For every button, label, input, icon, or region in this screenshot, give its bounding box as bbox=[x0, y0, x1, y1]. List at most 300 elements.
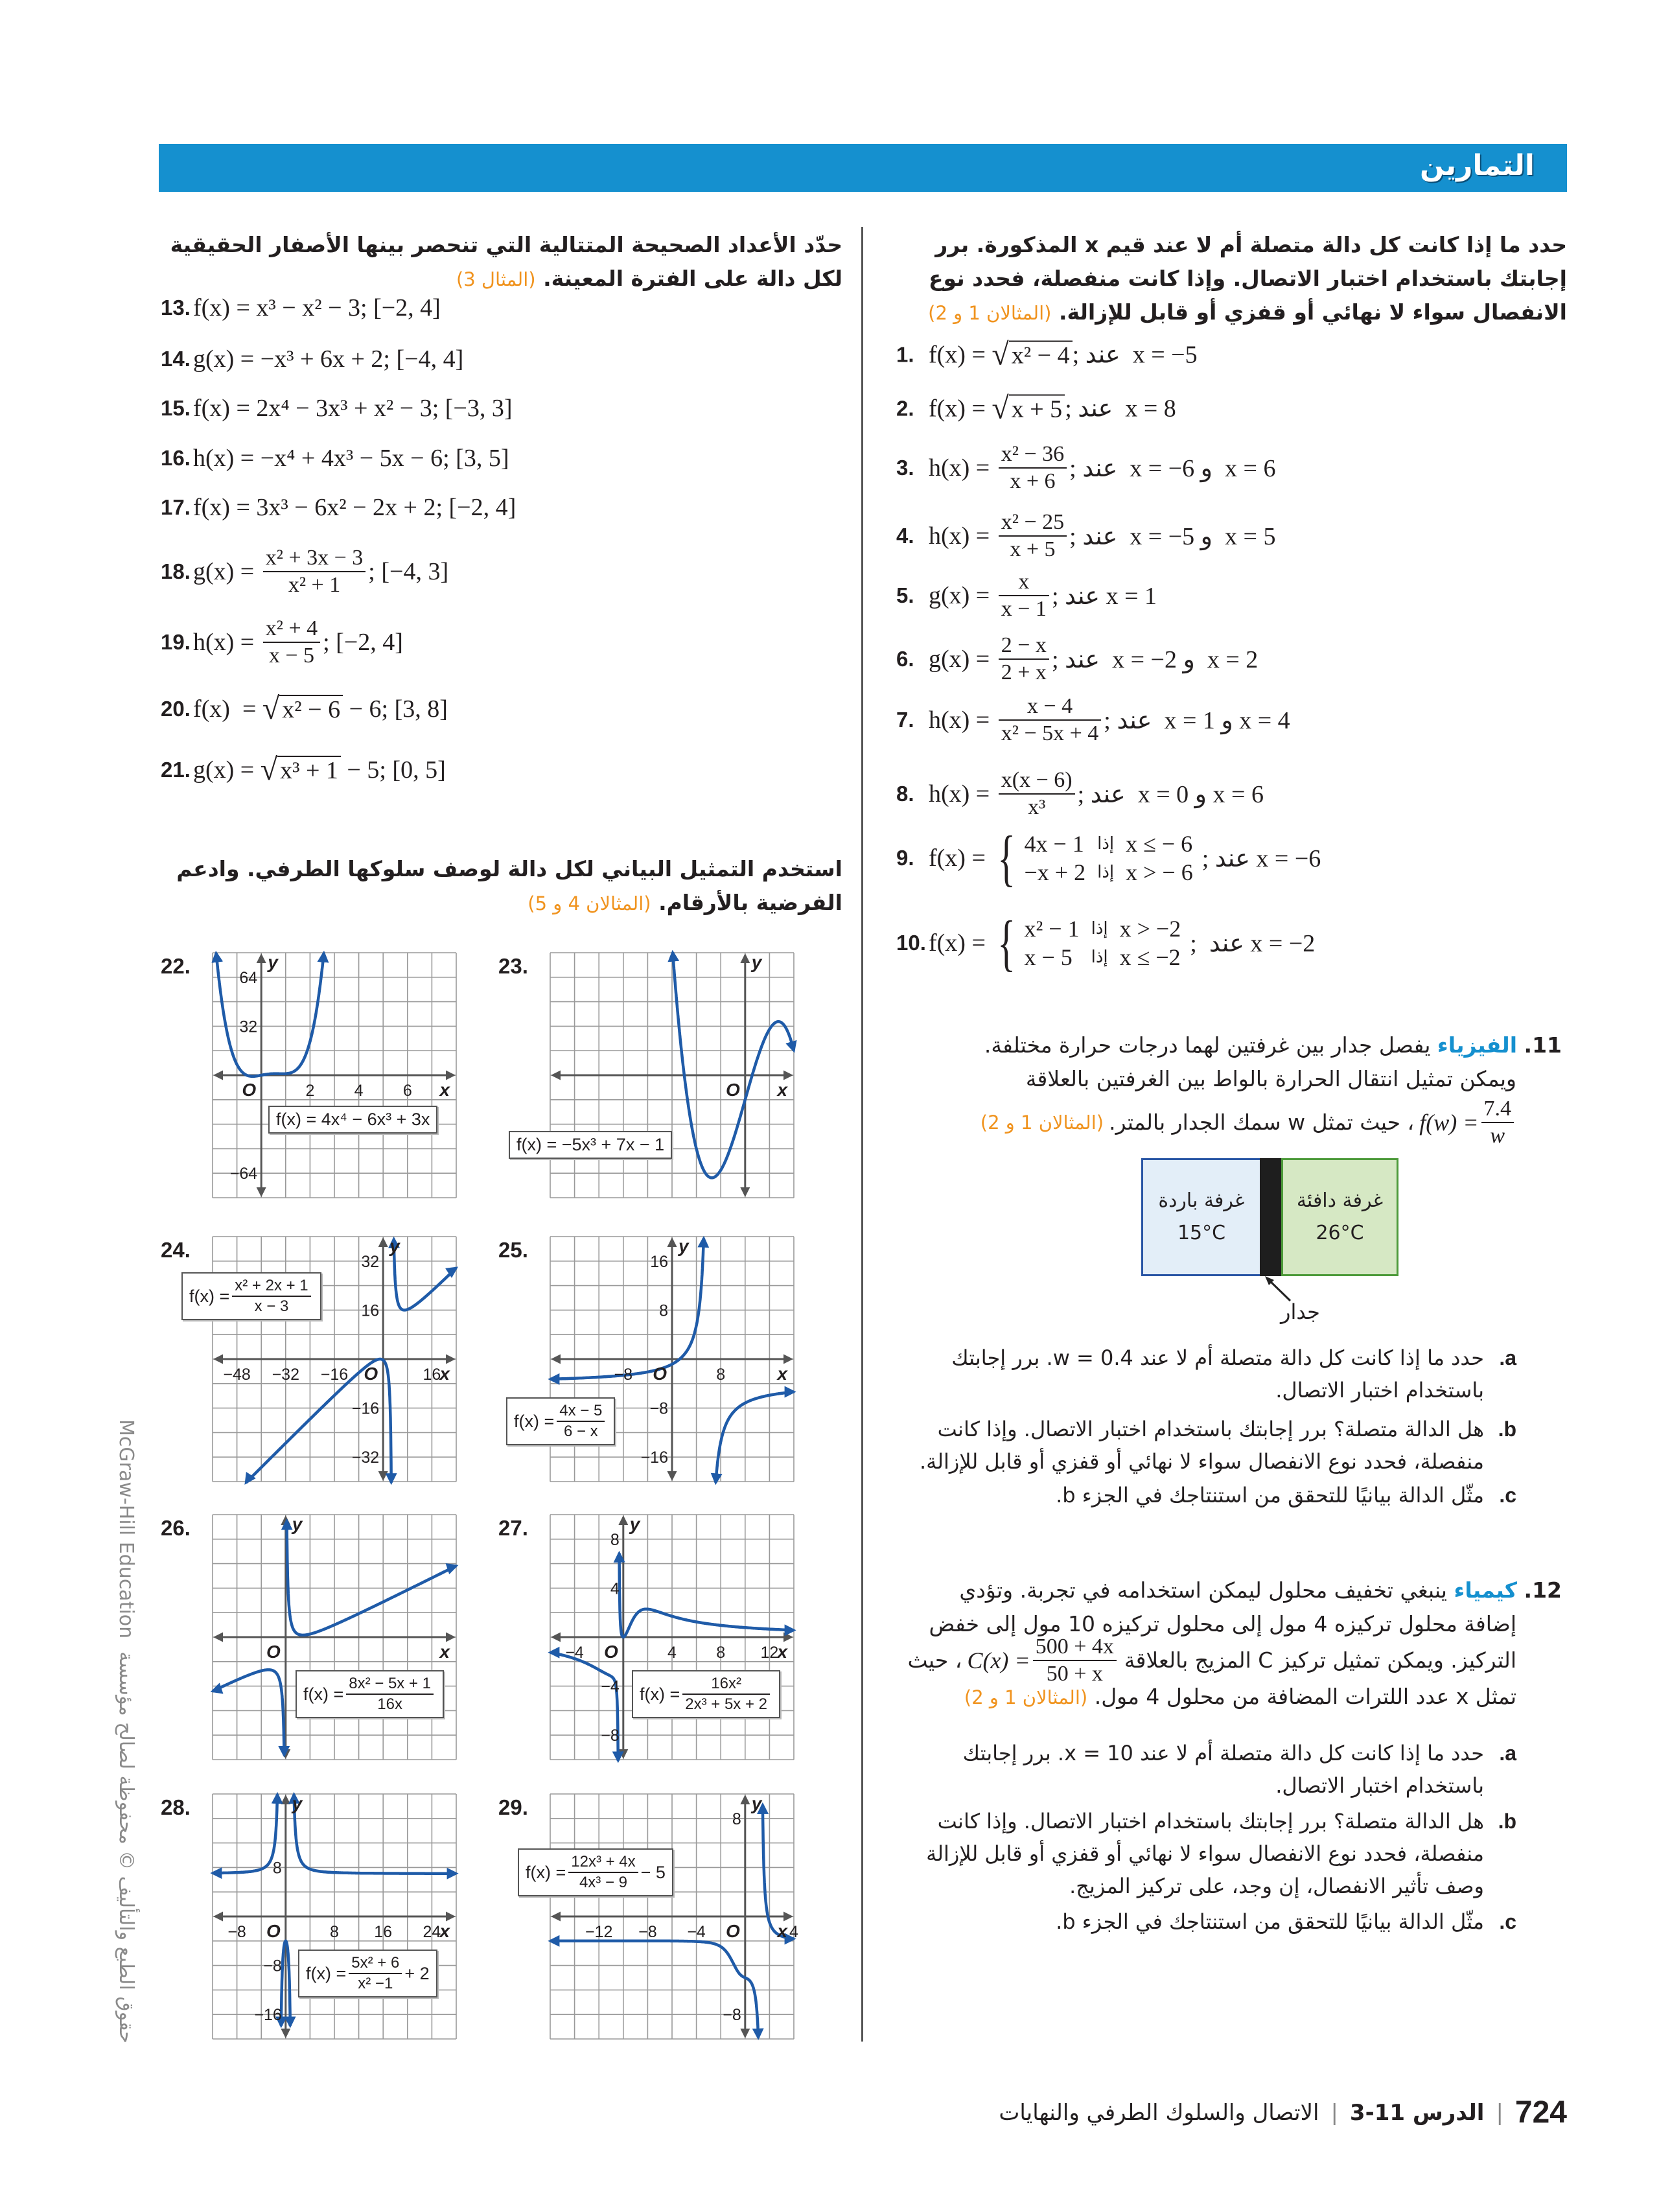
x-axis-label: x bbox=[777, 1080, 787, 1100]
warm-room-label: غرفة دافئة bbox=[1296, 1189, 1384, 1212]
graph-number: 25. bbox=[498, 1238, 528, 1262]
cold-room bbox=[1141, 1158, 1262, 1276]
function-callout bbox=[632, 1670, 780, 1718]
radicand: x² − 4 bbox=[1009, 340, 1073, 369]
formula-denominator: w bbox=[1490, 1124, 1505, 1148]
denominator: 2x³ + 5x + 2 bbox=[685, 1695, 768, 1713]
x-tick-label: −16 bbox=[320, 1366, 349, 1384]
numerator: x(x − 6) bbox=[999, 767, 1075, 795]
exercise-number: 18. bbox=[161, 559, 191, 583]
function-curve bbox=[673, 952, 794, 1178]
piecewise-cases bbox=[992, 908, 1190, 977]
case-if: إذا bbox=[1097, 863, 1115, 882]
math-text: h(x) = bbox=[193, 629, 261, 656]
y-tick-label: 8 bbox=[659, 1301, 668, 1320]
graph-canvas bbox=[213, 1794, 456, 2039]
formula-numerator: 7.4 bbox=[1481, 1096, 1514, 1123]
graph-canvas bbox=[550, 1515, 794, 1760]
exercise-number: 17. bbox=[161, 495, 191, 519]
x-tick-label: 8 bbox=[716, 1644, 726, 1662]
formula-lhs: C(x) = bbox=[967, 1647, 1030, 1673]
fraction bbox=[557, 1401, 605, 1441]
y-axis-label: y bbox=[679, 1236, 689, 1256]
numerator: x − 4 bbox=[999, 693, 1102, 721]
footer-separator: | bbox=[1496, 2099, 1503, 2126]
function-graph bbox=[550, 1515, 794, 1760]
case-condition: x > − 6 bbox=[1126, 859, 1193, 885]
function-callout bbox=[506, 1397, 615, 1445]
y-axis-label: y bbox=[268, 952, 278, 972]
math-text: f(x) = 3x³ − 6x² − 2x + 2; [−2, 4] bbox=[193, 494, 516, 521]
origin-label: O bbox=[266, 1642, 281, 1662]
exercise-item bbox=[161, 294, 441, 322]
x-tick-label: 2 bbox=[305, 1082, 315, 1100]
graph-canvas bbox=[550, 953, 794, 1198]
function-curve bbox=[620, 1553, 795, 1637]
function-curve bbox=[394, 1239, 456, 1310]
x-axis-label: x bbox=[777, 1364, 787, 1384]
math-text: g(x) = bbox=[193, 558, 261, 585]
denominator: 4x³ − 9 bbox=[579, 1874, 627, 1891]
radical-sign: √ bbox=[262, 692, 280, 726]
function-graph bbox=[189, 1236, 456, 1482]
function-curve bbox=[213, 1670, 284, 1755]
math-text: ; عند x = −6 و x = 6 bbox=[1069, 454, 1276, 482]
square-root bbox=[262, 692, 343, 726]
fraction bbox=[999, 509, 1067, 563]
x-tick-label: 4 bbox=[789, 1923, 798, 1941]
piecewise-cases bbox=[992, 823, 1201, 892]
math-text: f(x) = bbox=[640, 1684, 680, 1704]
instructions-text: استخدم التمثيل البياني لكل دالة لوصف سلوكها الطرفي. وادعم الفرضية بالأرقام. bbox=[176, 856, 842, 915]
math-text: f(x) = bbox=[306, 1963, 347, 1983]
x-tick-label: −8 bbox=[614, 1366, 633, 1384]
function-graph bbox=[514, 1236, 794, 1482]
subject-label: كيمياء bbox=[1454, 1578, 1518, 1603]
left-brace: { bbox=[997, 823, 1016, 892]
y-tick-label: −16 bbox=[351, 1399, 380, 1418]
denominator: x + 6 bbox=[1010, 469, 1056, 493]
copyright-text: حقوق الطبع والتأليف © محفوظة لصالح مؤسسة bbox=[115, 1651, 137, 2043]
math-text: h(x) = bbox=[929, 454, 996, 482]
math-text: ; عند x = −2 bbox=[1190, 929, 1316, 957]
exercise-number: 11. bbox=[1524, 1032, 1562, 1058]
exercise-number: 6. bbox=[896, 647, 914, 671]
part-text: هل الدالة متصلة؟ برر إجابتك باستخدام اختبار الاتصال. وإذا كانت منفصلة، فحدد نوع الانفصال سواء لا نهائي أو قفزي أو قابل للإزالة. bbox=[919, 1417, 1484, 1474]
math-text: h(x) = bbox=[929, 780, 996, 808]
x-tick-label: 8 bbox=[330, 1923, 339, 1941]
section-header-bar bbox=[159, 144, 1567, 192]
exercise-12 bbox=[907, 1574, 1562, 1714]
y-tick-label: 64 bbox=[239, 968, 258, 987]
math-text: f(x) = bbox=[929, 395, 992, 422]
math-text: ; [−4, 3] bbox=[368, 558, 449, 585]
left-brace: { bbox=[997, 908, 1016, 977]
exercise-11 bbox=[907, 1029, 1562, 1149]
y-tick-label: −8 bbox=[649, 1399, 668, 1418]
origin-label: O bbox=[266, 1921, 281, 1941]
graph-number: 22. bbox=[161, 954, 191, 978]
math-text: ; عند x = −5 bbox=[1072, 341, 1198, 369]
function-graph bbox=[526, 1793, 798, 2039]
radical-sign: √ bbox=[992, 391, 1009, 425]
graph-canvas bbox=[213, 1515, 456, 1760]
rooms-diagram bbox=[1141, 1158, 1397, 1324]
fraction bbox=[346, 1674, 434, 1714]
y-axis-label: y bbox=[751, 952, 762, 972]
y-axis-label: y bbox=[751, 1793, 762, 1813]
function-callout bbox=[509, 1131, 672, 1159]
y-tick-label: −16 bbox=[254, 2006, 282, 2025]
origin-label: O bbox=[604, 1642, 618, 1662]
math-text: ; عند x = 0 و x = 6 bbox=[1077, 780, 1264, 808]
radical-sign: √ bbox=[260, 752, 278, 787]
wall-label: جدار bbox=[1281, 1299, 1320, 1324]
fraction bbox=[568, 1852, 638, 1892]
math-text: f(x) = bbox=[526, 1862, 566, 1882]
exercise-number: 9. bbox=[896, 846, 914, 870]
exercise-item bbox=[896, 693, 1290, 747]
exercise-number: 21. bbox=[161, 758, 191, 782]
function-callout bbox=[181, 1272, 321, 1320]
x-axis-label: x bbox=[439, 1364, 450, 1384]
y-tick-label: 16 bbox=[361, 1301, 380, 1320]
numerator: x² + 2x + 1 bbox=[232, 1276, 310, 1297]
graph-number: 28. bbox=[161, 1795, 191, 1819]
graph-canvas bbox=[550, 1793, 798, 2039]
math-text: + 2 bbox=[404, 1963, 430, 1983]
formula-denominator: 50 + x bbox=[1046, 1662, 1103, 1686]
function-curve bbox=[213, 1795, 277, 1874]
publisher-name: McGraw-Hill Education bbox=[115, 1419, 137, 1639]
exercise-text: يفصل جدار بين غرفتين لهما درجات حرارة مختلفة. bbox=[984, 1032, 1431, 1058]
math-text: ; عند x = 1 bbox=[1051, 582, 1157, 610]
x-axis-label: x bbox=[439, 1642, 450, 1662]
page-number: 724 bbox=[1514, 2095, 1567, 2130]
y-tick-label: 16 bbox=[650, 1252, 668, 1271]
y-axis-label: y bbox=[292, 1793, 303, 1813]
square-root bbox=[992, 337, 1072, 371]
exercise-12b bbox=[888, 1805, 1516, 1902]
radical-sign: √ bbox=[992, 337, 1009, 371]
graph-number: 27. bbox=[498, 1516, 528, 1540]
exercise-11a bbox=[888, 1342, 1516, 1406]
part-letter: c. bbox=[1499, 1910, 1516, 1933]
radicand: x² − 6 bbox=[279, 695, 343, 723]
denominator: 16x bbox=[377, 1695, 402, 1713]
denominator: x² + 1 bbox=[288, 573, 341, 597]
exercise-number: 20. bbox=[161, 697, 191, 721]
concentration-formula bbox=[967, 1634, 1119, 1687]
denominator: x² − 5x + 4 bbox=[1001, 721, 1099, 745]
page-footer bbox=[999, 2095, 1567, 2130]
exercise-text: ، حيث bbox=[907, 1647, 962, 1673]
function-curve bbox=[715, 1392, 794, 1483]
numerator: 12x³ + 4x bbox=[568, 1852, 638, 1873]
exercise-text: ويمكن تمثيل انتقال الحرارة بالواط بين الغرفتين بالعلاقة bbox=[1025, 1066, 1516, 1091]
y-axis-label: y bbox=[292, 1514, 303, 1534]
function-callout bbox=[268, 1106, 437, 1134]
exercise-number: 15. bbox=[161, 396, 191, 420]
exercise-item bbox=[161, 394, 513, 423]
x-tick-label: −32 bbox=[272, 1366, 300, 1384]
numerator: 2 − x bbox=[999, 633, 1049, 660]
exercise-text: إضافة محلول تركيزه 4 مول إلى محلول تركيزه 10 مول إلى خفض bbox=[929, 1611, 1516, 1636]
math-text: f(x) = bbox=[929, 341, 992, 368]
math-text: f(x) = bbox=[514, 1411, 555, 1431]
math-text: − 6; [3, 8] bbox=[343, 695, 448, 723]
y-tick-label: 32 bbox=[361, 1252, 380, 1271]
math-text: ; عند x = −2 و x = 2 bbox=[1051, 646, 1259, 673]
numerator: x² − 36 bbox=[999, 441, 1067, 469]
lesson-title: الاتصال والسلوك الطرفي والنهايات bbox=[999, 2099, 1319, 2126]
instructions-text: حدد ما إذا كانت كل دالة متصلة أم لا عند قيم x المذكورة. برر إجابتك باستخدام اختبار الاتصال. وإذا كانت منفصلة، فحدد نوع الانفصال سواء لا نهائي أو قفزي أو قابل للإزالة. bbox=[929, 232, 1567, 325]
fraction bbox=[232, 1276, 310, 1316]
denominator: x + 5 bbox=[1010, 537, 1056, 561]
denominator: 2 + x bbox=[1001, 660, 1047, 684]
exercise-text: ، حيث تمثل w سمك الجدار بالمتر. bbox=[1109, 1110, 1415, 1135]
right-instructions bbox=[898, 228, 1567, 330]
fraction bbox=[999, 441, 1067, 495]
graph-number: 29. bbox=[498, 1795, 528, 1819]
graph-number: 24. bbox=[161, 1238, 191, 1262]
radicand: x³ + 1 bbox=[277, 756, 341, 784]
exercise-item bbox=[161, 752, 446, 787]
x-tick-label: −48 bbox=[223, 1366, 251, 1384]
function-curve bbox=[763, 1805, 794, 1939]
function-graph bbox=[213, 953, 456, 1198]
math-text: f(x) = bbox=[929, 929, 992, 957]
x-tick-label: −4 bbox=[687, 1923, 706, 1941]
denominator: x − 3 bbox=[254, 1298, 289, 1315]
math-text: g(x) = bbox=[929, 646, 996, 673]
exercise-item bbox=[896, 767, 1264, 821]
exercise-item bbox=[896, 391, 1176, 425]
function-graph bbox=[213, 1515, 456, 1760]
exercise-item bbox=[896, 441, 1275, 495]
warm-room-temp: 26°C bbox=[1316, 1222, 1364, 1244]
formula-numerator: 500 + 4x bbox=[1033, 1634, 1117, 1661]
x-tick-label: 24 bbox=[423, 1923, 441, 1941]
origin-label: O bbox=[364, 1364, 378, 1384]
side-copyright bbox=[115, 1419, 137, 2043]
origin-label: O bbox=[726, 1921, 740, 1941]
part-text: حدد ما إذا كانت كل دالة متصلة أم لا عند w = 0.4. برر إجابتك باستخدام اختبار الاتصال. bbox=[951, 1345, 1484, 1403]
exercise-item bbox=[896, 823, 1321, 892]
case-value: x² − 1 bbox=[1024, 916, 1080, 942]
example-reference: (المثالان 1 و 2) bbox=[964, 1686, 1088, 1708]
exercise-number: 10. bbox=[896, 931, 926, 955]
x-tick-label: 4 bbox=[354, 1082, 364, 1100]
y-tick-label: −16 bbox=[640, 1449, 668, 1467]
instructions-text: حدّد الأعداد الصحيحة المتتالية التي تنحصر بينها الأصفار الحقيقية لكل دالة على الفترة المعينة. bbox=[170, 232, 842, 291]
math-text: f(x) = bbox=[189, 1286, 230, 1306]
exercise-item bbox=[896, 908, 1316, 977]
square-root bbox=[992, 391, 1065, 425]
graph-canvas bbox=[213, 953, 456, 1198]
math-text: ; عند x = 1 و x = 4 bbox=[1104, 706, 1290, 734]
case-if: إذا bbox=[1091, 948, 1108, 967]
exercise-text: ينبغي تخفيف محلول ليمكن استخدامه في تجربة. وتؤدي bbox=[959, 1578, 1447, 1603]
y-tick-label: −8 bbox=[263, 1957, 282, 1975]
footer-separator: | bbox=[1330, 2099, 1338, 2126]
x-tick-label: −12 bbox=[585, 1923, 613, 1941]
example-reference: (المثالان 4 و 5) bbox=[528, 892, 651, 914]
heat-formula bbox=[1419, 1096, 1516, 1149]
exercise-number: 4. bbox=[896, 524, 914, 548]
numerator: x bbox=[999, 569, 1049, 596]
denominator: 6 − x bbox=[563, 1423, 598, 1440]
exercise-number: 12. bbox=[1524, 1578, 1562, 1603]
case-value: −x + 2 bbox=[1024, 859, 1086, 885]
x-tick-label: −8 bbox=[227, 1923, 246, 1941]
exercise-item bbox=[161, 444, 509, 472]
exercise-text: تمثل x عدد اللترات المضافة من محلول 4 مول. bbox=[1094, 1684, 1516, 1709]
numerator: 8x² − 5x + 1 bbox=[346, 1674, 434, 1695]
numerator: 16x² bbox=[682, 1674, 770, 1695]
fraction bbox=[263, 616, 320, 669]
exercise-item bbox=[161, 493, 516, 522]
exercise-item bbox=[161, 692, 448, 726]
part-letter: b. bbox=[1498, 1417, 1516, 1441]
function-callout bbox=[298, 1950, 437, 1997]
part-text: مثّل الدالة بيانيًا للتحقق من استنتاجك في الجزء b. bbox=[1056, 1909, 1484, 1934]
numerator: x² + 3x − 3 bbox=[263, 545, 366, 572]
x-tick-label: 6 bbox=[402, 1082, 412, 1100]
math-text: g(x) = bbox=[929, 582, 996, 609]
origin-label: O bbox=[726, 1080, 740, 1100]
exercise-number: 2. bbox=[896, 396, 914, 420]
function-curve bbox=[287, 1520, 456, 1635]
y-tick-label: 8 bbox=[272, 1859, 282, 1878]
math-text: g(x) = bbox=[193, 756, 261, 784]
square-root bbox=[260, 752, 341, 787]
case-condition: x > −2 bbox=[1119, 916, 1181, 942]
exercise-12c bbox=[888, 1905, 1516, 1938]
y-tick-label: 8 bbox=[610, 1530, 620, 1549]
cold-room-label: غرفة باردة bbox=[1158, 1189, 1245, 1212]
exercise-number: 1. bbox=[896, 342, 914, 366]
math-text: − 5 bbox=[640, 1862, 666, 1882]
y-tick-label: 8 bbox=[732, 1810, 741, 1828]
numerator: x² + 4 bbox=[263, 616, 320, 643]
part-letter: a. bbox=[1499, 1346, 1516, 1369]
part-text: حدد ما إذا كانت كل دالة متصلة أم لا عند x = 10. برر إجابتك باستخدام اختبار الاتصال. bbox=[962, 1741, 1484, 1798]
exercise-item bbox=[896, 569, 1157, 622]
fraction bbox=[999, 633, 1049, 686]
part-letter: c. bbox=[1499, 1484, 1516, 1507]
part-letter: b. bbox=[1498, 1810, 1516, 1833]
exercise-item bbox=[896, 509, 1275, 563]
exercise-item bbox=[896, 337, 1198, 371]
math-text: ; عند x = −5 و x = 5 bbox=[1069, 522, 1276, 550]
case-value: x − 5 bbox=[1024, 944, 1073, 970]
left-instructions bbox=[159, 228, 842, 296]
case-condition: x ≤ − 6 bbox=[1126, 831, 1193, 857]
math-text: f(x) = −5x³ + 7x − 1 bbox=[516, 1135, 665, 1154]
section-title: التمارين bbox=[1419, 149, 1535, 182]
exercise-item bbox=[896, 633, 1258, 686]
fraction bbox=[682, 1674, 770, 1714]
x-tick-label: 4 bbox=[667, 1644, 677, 1662]
denominator: x − 5 bbox=[268, 644, 315, 668]
math-text: f(x) = 2x⁴ − 3x³ + x² − 3; [−3, 3] bbox=[193, 395, 513, 422]
x-axis-label: x bbox=[777, 1642, 787, 1662]
math-text: ; عند x = −6 bbox=[1201, 844, 1321, 872]
denominator: x − 1 bbox=[1001, 597, 1047, 621]
formula-lhs: f(w) = bbox=[1419, 1110, 1479, 1135]
numerator: 4x − 5 bbox=[557, 1401, 605, 1422]
math-text: f(x) = bbox=[303, 1684, 344, 1704]
case-if: إذا bbox=[1097, 834, 1115, 854]
math-text: g(x) = −x³ + 6x + 2; [−4, 4] bbox=[193, 345, 464, 373]
lesson-label: الدرس 11-3 bbox=[1349, 2099, 1485, 2126]
function-graph bbox=[213, 1794, 456, 2039]
origin-label: O bbox=[242, 1080, 257, 1100]
part-text: مثّل الدالة بيانيًا للتحقق من استنتاجك في الجزء b. bbox=[1056, 1483, 1484, 1508]
origin-label: O bbox=[653, 1364, 667, 1384]
exercise-item bbox=[161, 545, 448, 598]
x-axis-label: x bbox=[439, 1080, 450, 1100]
math-text: h(x) = bbox=[929, 706, 996, 734]
graphs-instructions bbox=[159, 852, 842, 920]
column-divider bbox=[861, 227, 863, 2042]
function-curve bbox=[550, 1238, 704, 1379]
graph-number: 26. bbox=[161, 1516, 191, 1540]
y-tick-label: −8 bbox=[723, 2006, 741, 2025]
wall bbox=[1260, 1158, 1281, 1276]
part-letter: a. bbox=[1499, 1741, 1516, 1765]
cold-room-temp: 15°C bbox=[1177, 1222, 1226, 1244]
subject-label: الفيزياء bbox=[1437, 1032, 1518, 1058]
example-reference: (المثال 3) bbox=[456, 268, 536, 290]
part-text: هل الدالة متصلة؟ برر إجابتك باستخدام اختبار الاتصال. وإذا كانت منفصلة، فحدد نوع الانفصال سواء لا نهائي أو قفزي أو قابل للإزالة وصف تأثير الانفصال، إن وجد، على تركيز المزيج. bbox=[926, 1809, 1484, 1898]
example-reference: (المثالان 1 و 2) bbox=[980, 1112, 1104, 1134]
exercise-item bbox=[161, 616, 403, 669]
graph-number: 23. bbox=[498, 954, 528, 978]
math-text: f(x) = x³ − x² − 3; [−2, 4] bbox=[193, 294, 441, 321]
y-axis-label: y bbox=[389, 1236, 400, 1256]
radicand: x + 5 bbox=[1009, 394, 1065, 423]
function-callout bbox=[518, 1848, 673, 1896]
exercise-number: 19. bbox=[161, 630, 191, 654]
x-tick-label: −4 bbox=[565, 1644, 584, 1662]
case-if: إذا bbox=[1091, 919, 1108, 938]
example-reference: (المثالان 1 و 2) bbox=[928, 302, 1052, 324]
exercise-number: 5. bbox=[896, 583, 914, 607]
y-axis-label: y bbox=[629, 1514, 640, 1534]
numerator: 5x² + 6 bbox=[349, 1953, 402, 1974]
math-text: ; [−2, 4] bbox=[323, 629, 403, 656]
y-tick-label: −32 bbox=[351, 1449, 380, 1467]
x-tick-label: 16 bbox=[374, 1923, 393, 1941]
y-tick-label: −4 bbox=[601, 1677, 620, 1696]
exercise-number: 8. bbox=[896, 782, 914, 806]
fraction bbox=[349, 1953, 402, 1994]
fraction bbox=[999, 767, 1075, 821]
function-callout bbox=[296, 1670, 444, 1718]
x-tick-label: 16 bbox=[423, 1366, 441, 1384]
exercise-number: 3. bbox=[896, 456, 914, 480]
math-text: f(x) = 4x⁴ − 6x³ + 3x bbox=[276, 1110, 430, 1129]
case-condition: x ≤ −2 bbox=[1119, 944, 1181, 970]
x-tick-label: −8 bbox=[638, 1923, 657, 1941]
x-axis-label: x bbox=[777, 1921, 787, 1941]
warm-room bbox=[1281, 1158, 1398, 1276]
math-text: h(x) = bbox=[929, 522, 996, 550]
y-tick-label: −64 bbox=[229, 1165, 258, 1183]
denominator: x³ bbox=[1028, 795, 1046, 819]
